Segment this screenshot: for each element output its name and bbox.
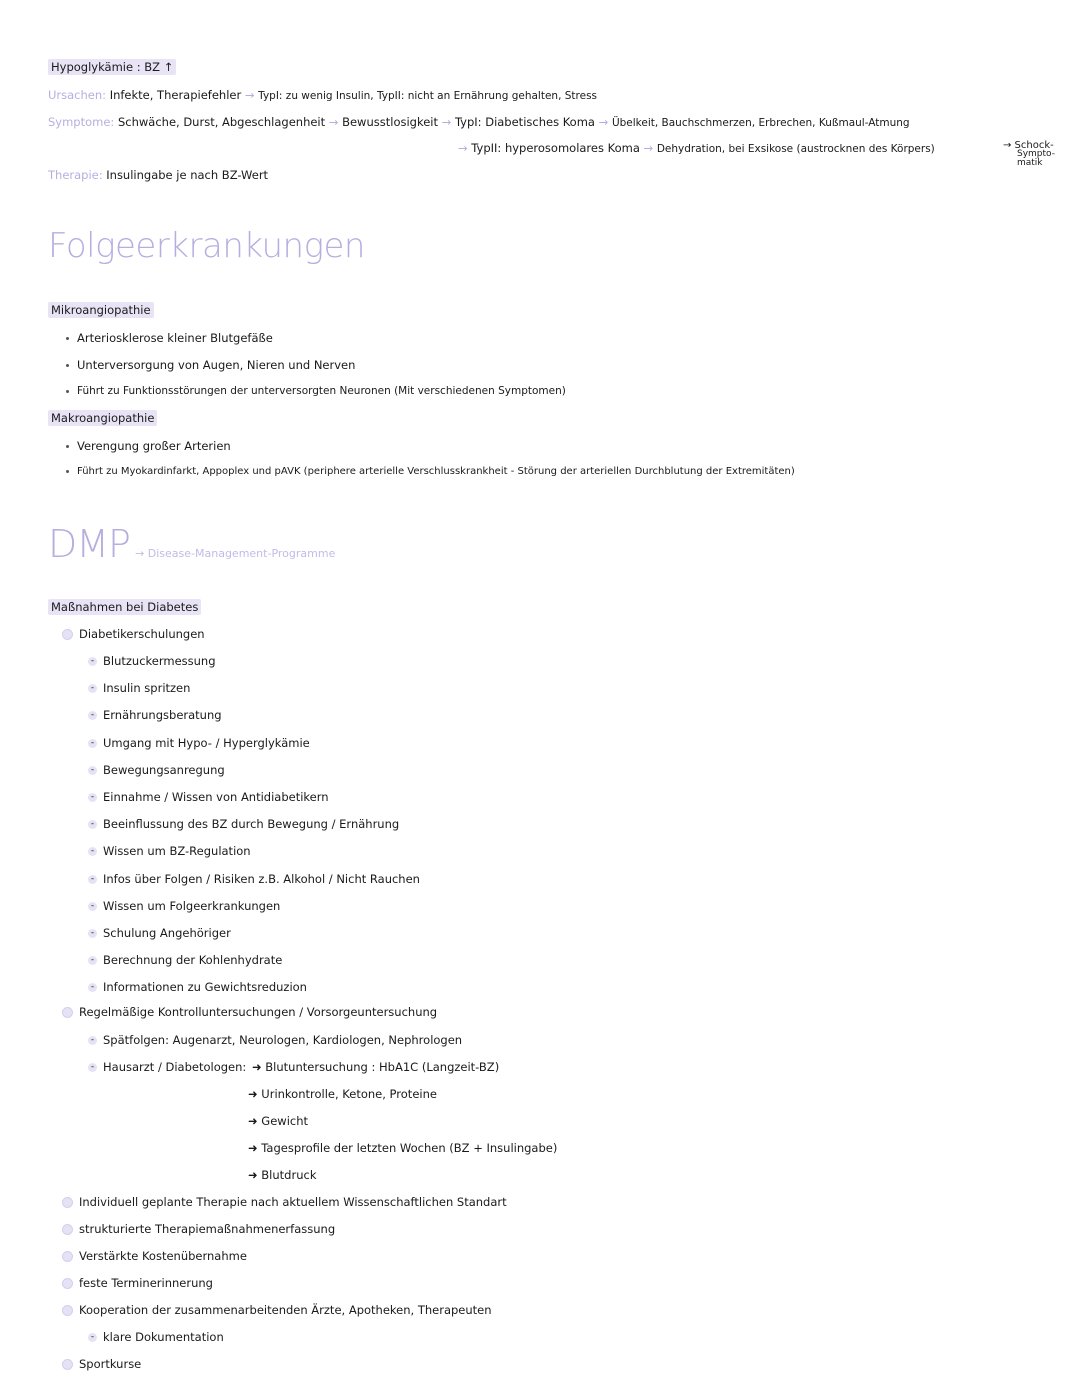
spaet-item: - Spätfolgen: Augenarzt, Neurologen, Kardiologen, Nephrologen (88, 1033, 462, 1047)
list-item: - Umgang mit Hypo- / Hyperglykämie (88, 736, 310, 750)
doku-item: - klare Dokumentation (88, 1330, 224, 1344)
list-item: Kooperation der zusammenarbeitenden Ärzte, Apotheken, Therapeuten (62, 1303, 492, 1317)
arrow-icon: ➜ (248, 1141, 262, 1155)
list-item: - Ernährungsberatung (88, 708, 222, 722)
arrow-icon: ➜ (252, 1060, 266, 1074)
list-item: - Einnahme / Wissen von Antidiabetikern (88, 790, 329, 804)
arrow-icon: → (458, 141, 468, 155)
sport-item: Sportkurse (62, 1357, 141, 1371)
arrow-icon: → (328, 115, 339, 129)
hypo-title: Hypoglykämie : BZ ↑ (48, 60, 176, 74)
dmp-subtitle: → Disease-Management-Programme (135, 547, 336, 560)
therapie-label: Therapie: (48, 168, 103, 182)
symptome-text: Schwäche, Durst, Abgeschlagenheit (117, 115, 326, 129)
arrow-icon: → (643, 141, 654, 155)
arrow-icon: → (244, 88, 255, 102)
list-item: ➜ Blutuntersuchung : HbA1C (Langzeit-BZ) (252, 1060, 500, 1074)
list-item: ➜ Blutdruck (248, 1168, 317, 1182)
arrow-icon: ➜ (248, 1168, 262, 1182)
ursachen-types: TypI: zu wenig Insulin, TypII: nicht an Ernährung gehalten, Stress (258, 90, 598, 102)
symptome-bewusstlos: Bewusstlosigkeit (342, 115, 438, 129)
therapie-text: Insulingabe je nach BZ-Wert (106, 168, 269, 182)
dmp-heading: DMP (48, 522, 130, 566)
arrow-icon: ➜ (248, 1114, 262, 1128)
makro-title: Makroangiopathie (48, 411, 157, 425)
list-item: Individuell geplante Therapie nach aktuellem Wissenschaftlichen Standart (62, 1195, 507, 1209)
typ2-effects: Dehydration, bei Exsikose (austrocknen des Körpers) (656, 143, 935, 155)
arrow-icon: ➜ (248, 1087, 262, 1101)
symptome-typ1: TypI: Diabetisches Koma (454, 115, 595, 129)
list-item: - Informationen zu Gewichtsreduzion (88, 980, 307, 994)
list-item: feste Terminerinnerung (62, 1276, 213, 1290)
list-item: Arteriosklerose kleiner Blutgefäße (66, 331, 273, 345)
symptome-line (48, 115, 910, 129)
list-item: - Wissen um Folgeerkrankungen (88, 899, 280, 913)
dmp-header (48, 522, 335, 566)
ursachen-text: Infekte, Therapiefehler (109, 88, 242, 102)
mikro-title: Mikroangiopathie (48, 303, 154, 317)
list-item: - Schulung Angehöriger (88, 926, 231, 940)
hausarzt-item: - Hausarzt / Diabetologen: (88, 1060, 246, 1074)
list-item: strukturierte Therapiemaßnahmenerfassung (62, 1222, 335, 1236)
folge-heading: Folgeerkrankungen (48, 226, 365, 266)
schock-note: → Schock- Sympto- matik (1003, 140, 1055, 168)
list-item: - Beeinflussung des BZ durch Bewegung / Ernährung (88, 817, 399, 831)
list-item: - Bewegungsanregung (88, 763, 225, 777)
list-item: ➜ Gewicht (248, 1114, 309, 1128)
arrow-icon: → (441, 115, 452, 129)
ursachen-line (48, 88, 597, 102)
kontroll-item: Regelmäßige Kontrolluntersuchungen / Vorsorgeuntersuchung (62, 1005, 437, 1019)
schulungen-item: Diabetikerschulungen (62, 627, 205, 641)
typ2-line (458, 141, 935, 155)
list-item: ➜ Urinkontrolle, Ketone, Proteine (248, 1087, 437, 1101)
therapie-line (48, 168, 268, 182)
symptome-label: Symptome: (48, 115, 115, 129)
list-item: - Insulin spritzen (88, 681, 190, 695)
symptome-typ1-effects: Übelkeit, Bauchschmerzen, Erbrechen, Kußmaul-Atmung (611, 117, 910, 129)
list-item: - Blutzuckermessung (88, 654, 216, 668)
list-item: Führt zu Myokardinfarkt, Appoplex und pAVK (periphere arterielle Verschlusskrankheit - Störung der arteriellen Durchblutung der Extremitäten) (66, 466, 795, 477)
list-item: - Infos über Folgen / Risiken z.B. Alkohol / Nicht Rauchen (88, 872, 420, 886)
list-item: Unterversorgung von Augen, Nieren und Nerven (66, 358, 355, 372)
list-item: Verengung großer Arterien (66, 439, 231, 453)
massnahmen-title: Maßnahmen bei Diabetes (48, 600, 201, 614)
list-item: Führt zu Funktionsstörungen der unterversorgten Neuronen (Mit verschiedenen Symptomen) (66, 385, 566, 397)
list-item: ➜ Tagesprofile der letzten Wochen (BZ + Insulingabe) (248, 1141, 558, 1155)
arrow-icon: → (598, 115, 609, 129)
list-item: - Berechnung der Kohlenhydrate (88, 953, 282, 967)
list-item: - Wissen um BZ-Regulation (88, 844, 251, 858)
list-item: Verstärkte Kostenübernahme (62, 1249, 247, 1263)
ursachen-label: Ursachen: (48, 88, 107, 102)
typ2-koma: TypII: hyperosomolares Koma (471, 141, 640, 155)
